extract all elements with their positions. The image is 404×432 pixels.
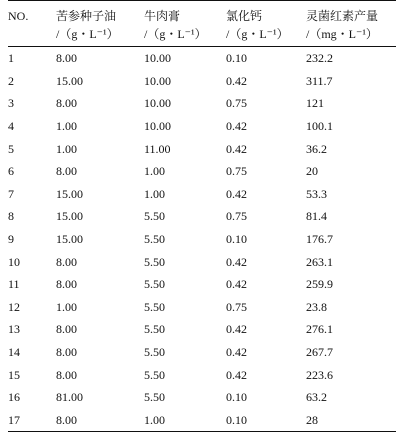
beef-extract-value: 10.00 xyxy=(144,51,171,66)
table-row xyxy=(8,341,396,364)
row-no: 15 xyxy=(8,367,20,382)
prodigiosin-yield-value: 23.8 xyxy=(306,299,327,314)
header-unit-no xyxy=(8,25,56,47)
calcium-chloride-value: 0.10 xyxy=(226,232,247,247)
prodigiosin-yield-value: 121 xyxy=(306,96,324,111)
sophora-seed-oil-value: 1.00 xyxy=(56,141,77,156)
sophora-seed-oil-value: 15.00 xyxy=(56,186,83,201)
sophora-seed-oil-value: 8.00 xyxy=(56,322,77,337)
table-row xyxy=(8,160,396,183)
sophora-seed-oil-value: 8.00 xyxy=(56,254,77,269)
header-calcium-chloride: 氯化钙 xyxy=(226,1,306,26)
header-unit-beef-extract: /（g・L⁻¹） xyxy=(144,25,226,47)
calcium-chloride-value: 0.42 xyxy=(226,345,247,360)
header-row-names xyxy=(8,1,396,26)
calcium-chloride-value: 0.10 xyxy=(226,51,247,66)
calcium-chloride-value: 0.42 xyxy=(226,367,247,382)
calcium-chloride-value: 0.75 xyxy=(226,299,247,314)
table-header xyxy=(8,1,396,47)
calcium-chloride-value: 0.10 xyxy=(226,390,247,405)
table-row xyxy=(8,228,396,251)
row-no: 11 xyxy=(8,277,20,292)
beef-extract-value: 5.50 xyxy=(144,299,165,314)
row-no: 9 xyxy=(8,232,14,247)
prodigiosin-yield-value: 63.2 xyxy=(306,390,327,405)
sophora-seed-oil-value: 8.00 xyxy=(56,164,77,179)
beef-extract-value: 5.50 xyxy=(144,390,165,405)
row-no: 17 xyxy=(8,409,56,432)
row-no: 16 xyxy=(8,390,20,405)
sophora-seed-oil-value: 8.00 xyxy=(56,277,77,292)
beef-extract-value: 10.00 xyxy=(144,96,171,111)
table-row xyxy=(8,70,396,93)
row-no: 7 xyxy=(8,186,14,201)
sophora-seed-oil-value: 8.00 xyxy=(56,345,77,360)
beef-extract-value: 5.50 xyxy=(144,232,165,247)
table-row xyxy=(8,386,396,409)
prodigiosin-yield-value: 232.2 xyxy=(306,51,333,66)
row-no: 6 xyxy=(8,164,14,179)
sophora-seed-oil-value: 8.00 xyxy=(56,96,77,111)
prodigiosin-yield-value: 276.1 xyxy=(306,322,333,337)
table-row xyxy=(8,115,396,138)
row-no: 3 xyxy=(8,96,14,111)
beef-extract-value: 10.00 xyxy=(144,119,171,134)
sophora-seed-oil-value: 15.00 xyxy=(56,232,83,247)
beef-extract-value: 5.50 xyxy=(144,345,165,360)
row-no: 4 xyxy=(8,119,14,134)
prodigiosin-yield-value: 28 xyxy=(306,409,396,432)
sophora-seed-oil-value: 1.00 xyxy=(56,119,77,134)
header-prodigiosin-yield: 灵菌红素产量 xyxy=(306,1,396,26)
beef-extract-value: 11.00 xyxy=(144,141,171,156)
table-row xyxy=(8,273,396,296)
prodigiosin-yield-value: 176.7 xyxy=(306,232,333,247)
header-beef-extract: 牛肉膏 xyxy=(144,1,226,26)
prodigiosin-yield-value: 20 xyxy=(306,164,318,179)
beef-extract-value: 5.50 xyxy=(144,367,165,382)
beef-extract-value: 10.00 xyxy=(144,73,171,88)
beef-extract-value: 5.50 xyxy=(144,322,165,337)
prodigiosin-yield-value: 53.3 xyxy=(306,186,327,201)
calcium-chloride-value: 0.42 xyxy=(226,277,247,292)
prodigiosin-yield-value: 263.1 xyxy=(306,254,333,269)
prodigiosin-yield-value: 311.7 xyxy=(306,73,333,88)
prodigiosin-yield-value: 267.7 xyxy=(306,345,333,360)
sophora-seed-oil-value: 8.00 xyxy=(56,367,77,382)
beef-extract-value: 5.50 xyxy=(144,277,165,292)
prodigiosin-yield-value: 259.9 xyxy=(306,277,333,292)
beef-extract-value: 1.00 xyxy=(144,164,165,179)
header-row-units xyxy=(8,25,396,47)
table-row xyxy=(8,205,396,228)
header-unit-prodigiosin-yield: /（mg・L⁻¹） xyxy=(306,25,396,47)
sophora-seed-oil-value: 8.00 xyxy=(56,51,77,66)
beef-extract-value: 1.00 xyxy=(144,409,226,432)
header-sophora-seed-oil: 苦参种子油 xyxy=(56,1,144,26)
data-table-container xyxy=(8,0,396,432)
beef-extract-value: 5.50 xyxy=(144,209,165,224)
calcium-chloride-value: 0.42 xyxy=(226,141,247,156)
table-row xyxy=(8,250,396,273)
calcium-chloride-value: 0.75 xyxy=(226,164,247,179)
table-row xyxy=(8,296,396,319)
table-row xyxy=(8,318,396,341)
prodigiosin-yield-value: 100.1 xyxy=(306,119,333,134)
row-no: 8 xyxy=(8,209,14,224)
table-row xyxy=(8,409,396,432)
header-unit-calcium-chloride: /（g・L⁻¹） xyxy=(226,25,306,47)
row-no: 14 xyxy=(8,345,20,360)
row-no: 1 xyxy=(8,51,14,66)
calcium-chloride-value: 0.42 xyxy=(226,73,247,88)
row-no: 10 xyxy=(8,254,20,269)
table-row xyxy=(8,363,396,386)
prodigiosin-yield-value: 81.4 xyxy=(306,209,327,224)
row-no: 12 xyxy=(8,299,20,314)
table-row xyxy=(8,92,396,115)
prodigiosin-yield-value: 223.6 xyxy=(306,367,333,382)
header-unit-sophora-seed-oil: /（g・L⁻¹） xyxy=(56,25,144,47)
row-no: 2 xyxy=(8,73,14,88)
header-no: NO. xyxy=(8,1,56,26)
calcium-chloride-value: 0.75 xyxy=(226,209,247,224)
row-no: 13 xyxy=(8,322,20,337)
table-body xyxy=(8,47,396,432)
calcium-chloride-value: 0.75 xyxy=(226,96,247,111)
table-row xyxy=(8,183,396,206)
calcium-chloride-value: 0.42 xyxy=(226,254,247,269)
calcium-chloride-value: 0.10 xyxy=(226,409,306,432)
beef-extract-value: 1.00 xyxy=(144,186,165,201)
prodigiosin-yield-value: 36.2 xyxy=(306,141,327,156)
calcium-chloride-value: 0.42 xyxy=(226,186,247,201)
calcium-chloride-value: 0.42 xyxy=(226,119,247,134)
data-table xyxy=(8,0,396,432)
sophora-seed-oil-value: 15.00 xyxy=(56,209,83,224)
table-row xyxy=(8,47,396,70)
calcium-chloride-value: 0.42 xyxy=(226,322,247,337)
sophora-seed-oil-value: 1.00 xyxy=(56,299,77,314)
sophora-seed-oil-value: 15.00 xyxy=(56,73,83,88)
row-no: 5 xyxy=(8,141,14,156)
beef-extract-value: 5.50 xyxy=(144,254,165,269)
sophora-seed-oil-value: 81.00 xyxy=(56,390,83,405)
table-row xyxy=(8,137,396,160)
sophora-seed-oil-value: 8.00 xyxy=(56,409,144,432)
